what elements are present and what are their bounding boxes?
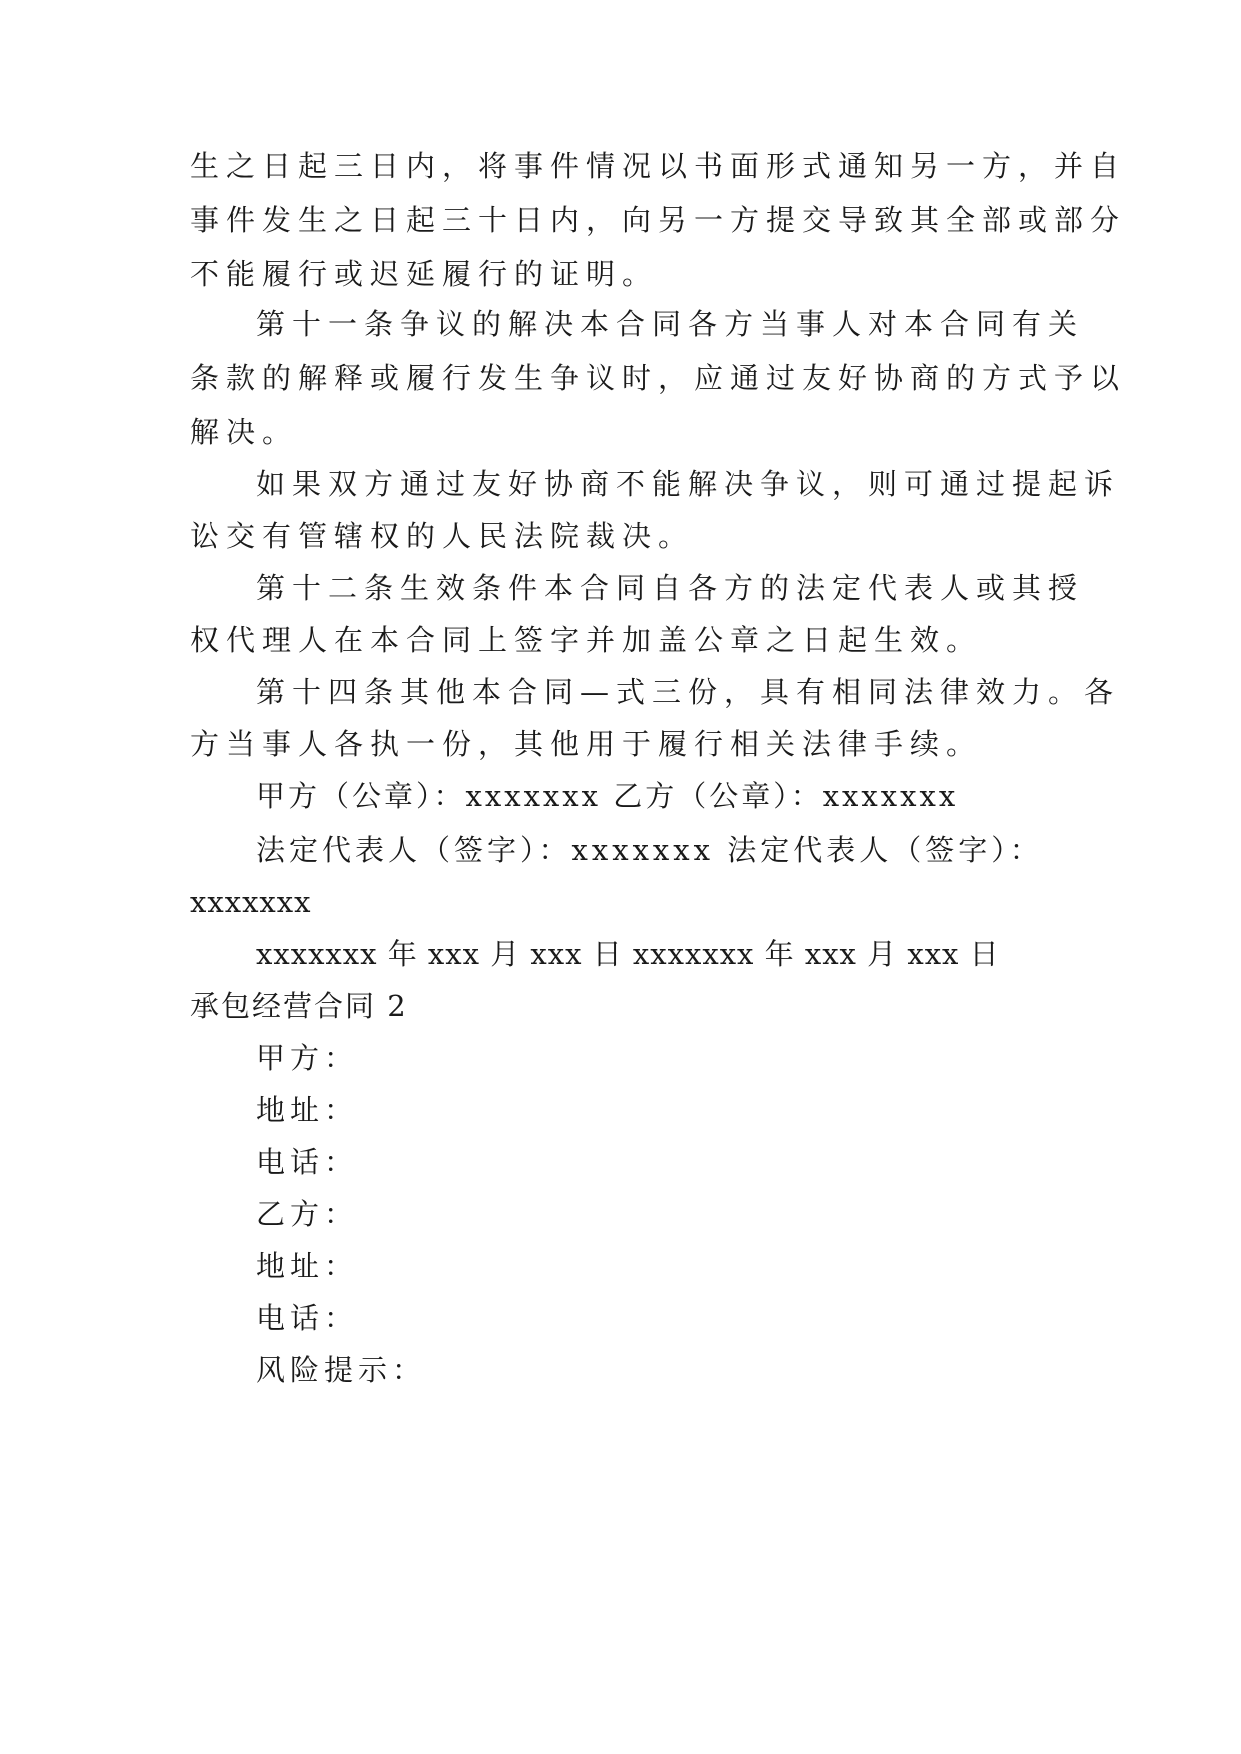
clause-eleven-line: 第十一条争议的解决本合同各方当事人对本合同有关 bbox=[256, 307, 1085, 341]
address-field: 地址： bbox=[256, 1093, 359, 1127]
party-b-field: 乙方： bbox=[256, 1197, 359, 1231]
phone-field: 电话： bbox=[256, 1301, 359, 1335]
clause-fourteen-line: 第十四条其他本合同—式三份，具有相同法律效力。各 bbox=[256, 675, 1121, 709]
body-text-line: 方当事人各执一份，其他用于履行相关法律手续。 bbox=[190, 727, 983, 761]
body-text-line: 如果双方通过友好协商不能解决争议，则可通过提起诉 bbox=[256, 467, 1121, 501]
representative-line: 法定代表人（签字）：xxxxxxx 法定代表人（签字）： bbox=[256, 833, 1043, 867]
body-text-line: 条款的解释或履行发生争议时，应通过友好协商的方式予以 bbox=[190, 361, 1127, 395]
body-text-line: 生之日起三日内，将事件情况以书面形式通知另一方，并自 bbox=[190, 149, 1127, 183]
address-field: 地址： bbox=[256, 1249, 359, 1283]
date-line: xxxxxxx 年 xxx 月 xxx 日 xxxxxxx 年 xxx 月 xxx 日 bbox=[256, 937, 1000, 971]
body-text-line: 解决。 bbox=[190, 415, 299, 449]
body-text-line: 权代理人在本合同上签字并加盖公章之日起生效。 bbox=[190, 623, 983, 657]
body-text-line: 讼交有管辖权的人民法院裁决。 bbox=[190, 519, 695, 553]
risk-notice-field: 风险提示： bbox=[256, 1353, 427, 1387]
seal-line: 甲方（公章）：xxxxxxx 乙方（公章）：xxxxxxx bbox=[256, 779, 959, 813]
contract-title: 承包经营合同 2 bbox=[190, 989, 408, 1023]
representative-line-cont: xxxxxxx bbox=[190, 885, 312, 919]
clause-twelve-line: 第十二条生效条件本合同自各方的法定代表人或其授 bbox=[256, 571, 1085, 605]
body-text-line: 不能履行或迟延履行的证明。 bbox=[190, 257, 659, 291]
body-text-line: 事件发生之日起三十日内，向另一方提交导致其全部或部分 bbox=[190, 203, 1127, 237]
party-a-field: 甲方： bbox=[256, 1041, 359, 1075]
phone-field: 电话： bbox=[256, 1145, 359, 1179]
